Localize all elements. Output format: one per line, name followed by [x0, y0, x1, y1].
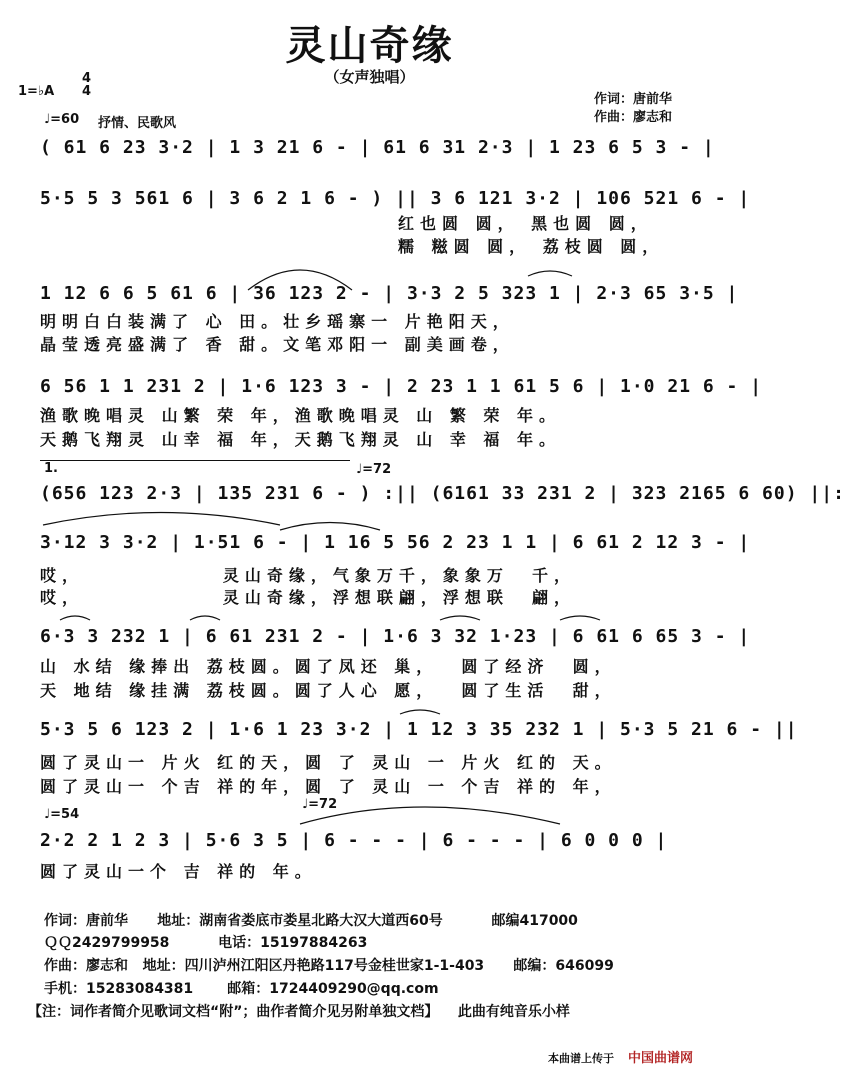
- lyrics-row-8-verse-1: 圆了灵山一 片火 红的天，圆 了 灵山 一 片火 红的 天。: [40, 753, 617, 772]
- footer-lyricist-contact: ＱＱ2429799958 电话：15197884263: [44, 935, 368, 951]
- lyrics-row-8-verse-2: 圆了灵山一 个吉 祥的年，圆 了 灵山 一 个吉 祥的 年，: [40, 777, 617, 796]
- time-signature: [82, 72, 91, 98]
- volta-bracket: [40, 460, 350, 461]
- notation-row-8: 5·3 5 6 123 2 | 1·6 1 23 3·2 | 1 12 3 35 232 1 | 5·3 5 21 6 - ||: [40, 719, 798, 740]
- lyrics-row-7-verse-1: 山 水结 缘捧出 荔枝圆。圆了凤还 巢， 圆了经济 圆，: [40, 657, 617, 676]
- time-sig-bottom: 4: [82, 84, 92, 99]
- notation-row-9: 2·2 2 1 2 3 | 5·6 3 5 | 6 - - - | 6 - - - | 6 0 0 0 |: [40, 830, 668, 851]
- notation-row-6: 3·12 3 3·2 | 1·51 6 - | 1 16 5 56 2 23 1 1 | 6 61 2 12 3 - |: [40, 532, 751, 553]
- footer-note: 【注：词作者简介见歌词文档“附”；曲作者简介见另附单独文档】 此曲有纯音乐小样: [28, 1004, 570, 1020]
- lyrics-row-3-verse-2: 晶莹透亮盛满了 香 甜。文笔邓阳一 副美画卷，: [40, 335, 515, 354]
- tempo-change-72: ♩=72: [356, 462, 392, 477]
- lyrics-row-9-verse-1: 圆了灵山一个 吉 祥的 年。: [40, 862, 317, 881]
- notation-row-3: 1 12 6 6 5 61 6 | 36 123 2 - | 3·3 2 5 323 1 | 2·3 65 3·5 |: [40, 283, 739, 304]
- lyrics-row-2-verse-1: 红也圆 圆， 黑也圆 圆，: [398, 214, 653, 233]
- song-subtitle: （女声独唱）: [324, 68, 415, 86]
- footer-lyricist-address: 作词：唐前华 地址：湖南省娄底市娄星北路大汉大道西60号 邮编417000: [44, 913, 578, 929]
- song-title: 灵山奇缘: [285, 22, 454, 69]
- row-1-baseline: [40, 160, 700, 161]
- footer-composer-address: 作曲：廖志和 地址：四川泸州江阳区丹艳路117号金桂世家1-1-403 邮编：646099: [44, 958, 614, 974]
- upload-label: 本曲谱上传于: [548, 1052, 614, 1065]
- tempo-marking: ♩=60: [44, 112, 80, 127]
- notation-row-1: ( 61 6 23 3·2 | 1 3 21 6 - | 61 6 31 2·3 | 1 23 6 5 3 - |: [40, 137, 715, 158]
- lyricist-credit: 作词：唐前华: [594, 92, 673, 107]
- lyrics-row-7-verse-2: 天 地结 缘挂满 荔枝圆。圆了人心 愿， 圆了生活 甜，: [40, 681, 617, 700]
- lyrics-row-2-verse-2: 糯 糍圆 圆， 荔枝圆 圆，: [398, 237, 665, 256]
- notation-row-5: (656 123 2·3 | 135 231 6 - ) :|| (6161 33 231 2 | 323 2165 6 60) ||:: [40, 483, 845, 504]
- style-marking: 抒情、民歌风: [98, 116, 177, 131]
- lyrics-row-4-verse-1: 渔歌晚唱灵 山繁 荣 年，渔歌晚唱灵 山 繁 荣 年。: [40, 406, 561, 425]
- lyrics-row-4-verse-2: 天鹅飞翔灵 山幸 福 年，天鹅飞翔灵 山 幸 福 年。: [40, 430, 561, 449]
- notation-row-7: 6·3 3 232 1 | 6 61 231 2 - | 1·6 3 32 1·23 | 6 61 6 65 3 - |: [40, 626, 751, 647]
- notation-row-2: 5·5 5 3 561 6 | 3 6 2 1 6 - ) || 3 6 121 3·2 | 106 521 6 - |: [40, 188, 751, 209]
- tempo-change-54: ♩=54: [44, 807, 80, 822]
- lyrics-row-6-verse-1: 哎， 灵山奇缘，气象万千，象象万 千，: [40, 566, 576, 585]
- lyrics-row-3-verse-1: 明明白白装满了 心 田。壮乡瑶寨一 片艳阳天，: [40, 312, 515, 331]
- time-sig-top: 4: [82, 71, 92, 86]
- site-logo[interactable]: 中国曲谱网: [628, 1051, 694, 1066]
- footer-composer-contact: 手机：15283084381 邮箱：1724409290@qq.com: [44, 981, 439, 997]
- notation-row-4: 6 56 1 1 231 2 | 1·6 123 3 - | 2 23 1 1 61 5 6 | 1·0 21 6 - |: [40, 376, 763, 397]
- volta-one-label: 1.: [44, 461, 58, 476]
- key-signature: 1=♭A: [18, 84, 55, 99]
- composer-credit: 作曲：廖志和: [594, 110, 673, 125]
- lyrics-row-6-verse-2: 哎， 灵山奇缘，浮想联翩，浮想联 翩，: [40, 588, 576, 607]
- tempo-change-72-final: ♩=72: [302, 797, 338, 812]
